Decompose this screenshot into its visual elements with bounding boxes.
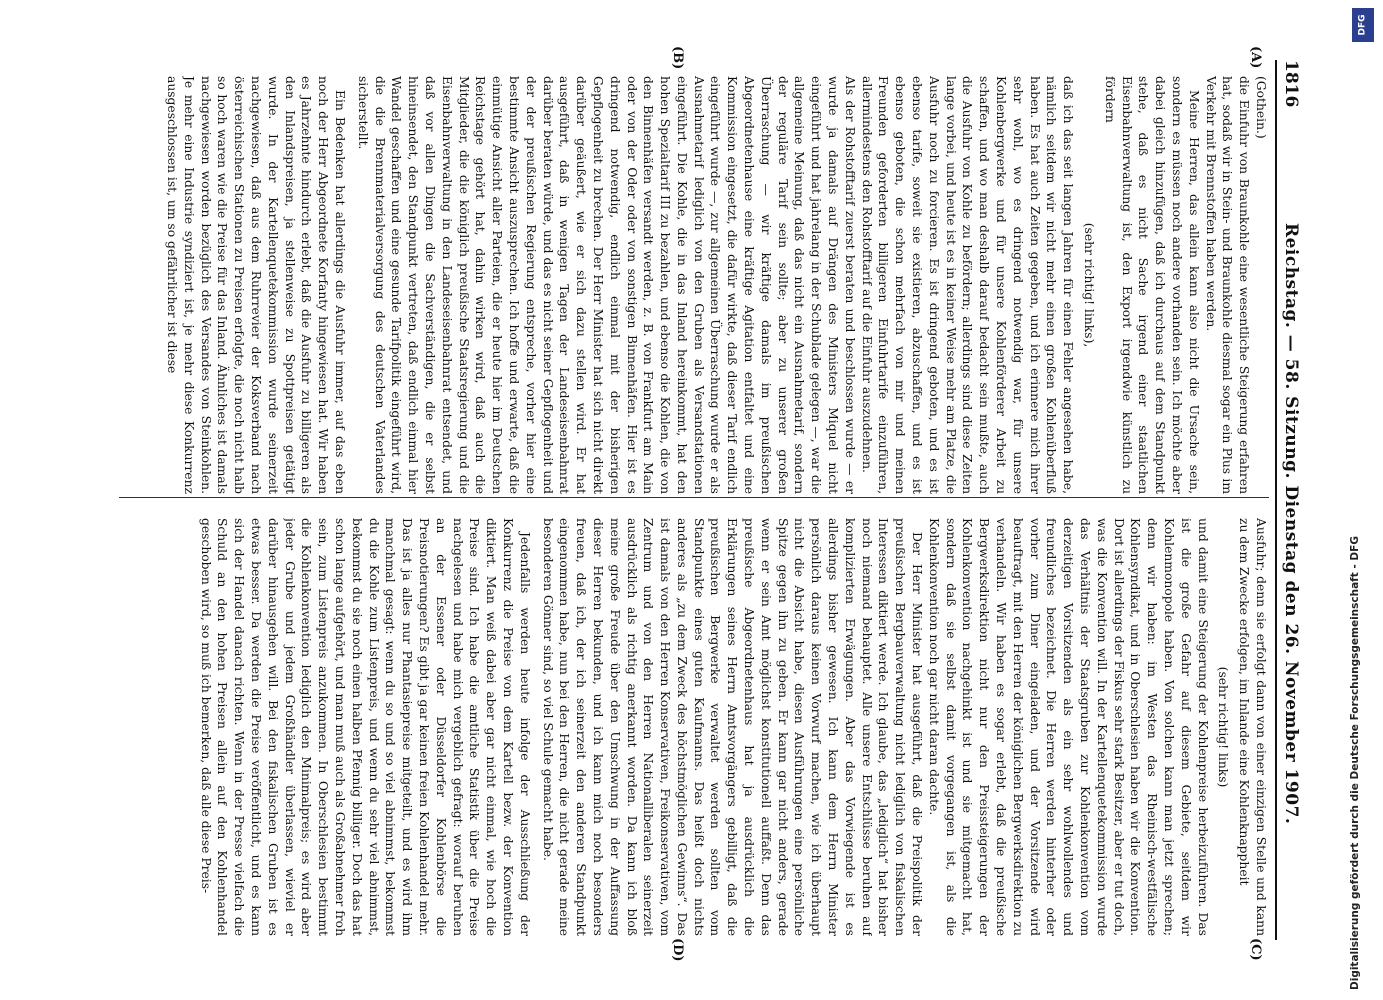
paragraph: (Gothein.) xyxy=(1254,76,1268,139)
paragraph: die Einfuhr von Braunkohle eine wesentliche Steigerung erfahren hat, sodaß wir in Stein- und Braunkohle diesmal sogar ein Plus im Verkehr mit Brennstoffen haben werden. xyxy=(1203,76,1252,494)
paragraph: Ein Bedenken hat allerdings die Ausfuhr immer, auf das eben noch der Herr Abgeordnete Korfanty hingewiesen hat. Wir haben es Jahrzehnte hindurch erlebt, daß die Ausfuhr zu billigeren als den Inlandspreisen, ja stellenweise zu Spottpreisen getätigt wurde. In der Kartellenquetekommission wurde seinerzeit nachgewiesen, daß aus dem Ruhrrevier der Koksverband nach österreichischen Stationen zu Preisen erfolgte, die noch nicht halb so hoch waren wie die Preise für das Inland. Ähnliches ist damals nachgewiesen worden bezüglich des Versandes von Steinkohlen. Je mehr eine Industrie syndiziert ist, je mehr diese Konkurrenz ausgeschlossen ist, um so gefährlicher ist diese xyxy=(165,76,347,494)
paragraph: Ausfuhr; denn sie erfolgt dann von einer einzigen Stelle und kann zu dem Zwecke erfolgen, im Inlande eine Kohlenknappheit xyxy=(1237,518,1268,936)
margin-mark-a: (A) xyxy=(1248,46,1263,69)
margin-mark-c: (C) xyxy=(1248,938,1263,961)
left-text-column xyxy=(119,76,1269,494)
paragraph: (sehr richtig! links), xyxy=(1082,222,1097,348)
page-title: Reichstag. — 58. Sitzung. Dienstag den 26. November 1907. xyxy=(1281,222,1301,825)
paragraph: Als der Rohstofftarif zuerst beraten und beschlossen wurde — er wurde ja damals auf Drängen des Ministers Miquel nicht eingeführt und hat jahrelang in der Schublade gelegen —, war die allgemeine Meinung, daß das nicht ein Ausnahmetarif, sondern der reguläre Tarif sein sollte; aber zu unserer großen Überraschung — wir kräftige damals im preußischen Abgeordnetenhause eine kräftige Agitation entfaltet und eine Kommission eingesetzt, die dafür wirkte, daß dieser Tarif endlich eingeführt wurde —, zur allgemeinen Überraschung wurde er als Ausnahmetarif lediglich von den Gruben als Versandstationen eingeführt. Die Kohle, die in das Inland hereinkommt, hat den hohen Spezialtarif III zu bezahlen, und ebenso die Kohlen, die von den Binnenhäfen versandt werden, z. B. von Frankfurt am Main oder von der Oder oder von sonstigen Binnenhäfen. Hier ist es dringend notwendig, endlich einmal mit der bisherigen Gepflogenheit zu brechen. Der Herr Minister hat sich nicht direkt darüber geäußert, wie er sich dazu stellen wird. Er hat ausgeführt, daß in wenigen Tagen der Landeseisenbahnrat darüber beraten würde, und das es nicht seiner Gepflogenheit und der der preußischen Regierung entspreche, vorher hier eine bestimmte Ansicht auszusprechen. Ich hoffe und erwarte, daß die einmütige Ansicht aller Parteien, die er heute hier im Deutschen Reichstage gehört hat, dahin wirken wird, daß auch die Mitglieder, die die königlich preußische Staatsregierung und die Eisenbahnverwaltung in den Landeseisenbahnrat entsendet, und daß vor allen Dingen die Sachverständigen, die er selbst hineinsendet, den Standpunkt vertreten, daß endlich einmal hier Wandel geschaffen und eine gesunde Tarifpolitik eingeführt wird, die die Brennmaterialversorgung des deutschen Vaterlandes sicherstellt. xyxy=(355,76,857,494)
margin-mark-d: (D) xyxy=(670,938,685,962)
dfg-logo: DFG xyxy=(1352,8,1374,42)
paragraph: (sehr richtig! links) xyxy=(1216,666,1231,788)
column-divider xyxy=(119,497,1269,498)
digitization-note: Digitalisierung gefördert durch die Deutsche Forschungsgemeinschaft - DFG xyxy=(1349,536,1361,990)
page-number: 1816 xyxy=(1281,60,1301,108)
margin-mark-b: (B) xyxy=(670,46,685,70)
paragraph: Jedenfalls werden heute infolge der Ausschließung der Konkurrenz die Preise von dem Kartell bezw. der Konvention diktiert. Man weiß dabei aber gar nicht einmal, wie hoch die Preise sind. Ich habe die amtliche Statistik über die Preise nachgelesen und habe mich vergeblich gefragt: worauf beruhen an der Essener oder Düsseldorfer Kohlenbörse die Preisnotierungen? Es gibt ja gar keinen freien Kohlenhandel mehr. Das ist ja alles nur Phantasiepreise mitgeteilt, und es wird ihm manchmal gesagt: wenn du so und so viel abnimmst, bekommst du die Kohle zum Listenpreis, und wenn du sehr viel abnimmst, bekommst du sie noch einen halben Pfennig billiger. Doch das hat schon lange aufgehört, und man muß auch als Großabnehmer froh sein, zum Listenpreis anzukommen. In Oberschlesien bestimmt die Kohlenkonvention lediglich den Minimalpreis; es wird aber jeder Grube und jedem Großhändler überlassen, wieviel er darüber hinausgehen will. Bei den fiskalischen Gruben ist es etwas besser. Da werden die Preise veröffentlicht, und es kann sich der Handel danach richten. Wenn in der Presse vielfach die Schuld an den hohen Preisen allein auf den Kohlenhandel geschoben wird, so muß ich bemerken, daß alle diese Preis- xyxy=(198,518,532,936)
right-text-column xyxy=(119,518,1269,936)
paragraph: daß ich das seit langen Jahren für einen Fehler angesehen habe, nämlich seitdem wir nicht mehr einen großen Kohlenüberfluß haben. Es hat auch Zeiten gegeben, und ich erinnere mich ihrer sehr wohl, wo es dringend notwendig war, für unsere Kohlenbergwerke und für unsere Kohlenförderer Arbeit zu schaffen, und wo man deshalb darauf bedacht sein mußte, auch die Ausfuhr von Kohle zu befördern; allerdings sind diese Zeiten lange vorbei, und heute ist es in keiner Weise mehr am Platze, die Ausfuhr noch zu forcieren. Es ist dringend geboten, und es ist ebenso tarife, soweit sie existieren, abzuschaffen, und es ist ebenso geboten, die schon mehrfach von mir und meinen Freunden geforderten billigeren Einfuhrtarife einzuführen, allermindestens den Rohstofftarif auf die Einfuhr auszudehnen. xyxy=(859,76,1076,494)
rotated-page xyxy=(55,40,1325,960)
paragraph: Meine Herren, das allein kann also nicht die Ursache sein, sondern es müssen noch andere vorhanden sein. Ich möchte aber dabei gleich hinzufügen, daß ich durchaus auf dem Standpunkt stehe, daß es nicht Sache irgend einer staatlichen Eisenbahnverwaltung ist, den Export irgendwie künstlich zu fördern xyxy=(1102,76,1201,494)
header-rule xyxy=(1275,60,1277,940)
paragraph: Der Herr Minister hat ausgeführt, daß die Preispolitik der preußischen Bergbauverwaltung nicht lediglich von fiskalischen Interessen diktiert werde. Ich glaube, das „lediglich“ hat bisher noch niemand behauptet. Alle unsere Entschlüsse beruhen auf komplizierten Erwägungen. Aber das Vorwiegende ist es allerdings bisher gewesen. Ich kann dem Herrn Minister persönlich daraus keinen Vorwurf machen, wie ich überhaupt nicht die Absicht habe, diesen Ausführungen eine persönliche Spitze gegen ihn zu geben. Er kann gar nicht anders, gerade wenn er sein Amt möglichst konstitutionell auffaßt. Denn das preußische Abgeordnetenhaus hat ja ausdrücklich die Erklärungen seines Herrn Amtsvorgängers gebilligt, daß die preußischen Bergwerke verwaltet werden sollten vom Standpunkte eines guten Kaufmanns. Das heißt doch nichts anderes als „zu dem Zweck des höchstmöglichen Gewinns“. Das ist damals von den Herren Konservativen, Freikonservativen, vom Zentrum und von den Herren Nationalliberalen seinerzeit ausdrücklich als richtig anerkannt worden. Da kann ich bloß meine große Freude über den Umschwung in der Auffassung dieser Herren bekunden, und ich kann mich noch besonders freuen, daß ich, der ich seinerzeit den anderen Standpunkt eingenommen habe, nun bei den Herren, die nicht gerade meine besonderen Gönner sind, so viel Schule gemacht habe. xyxy=(540,518,925,936)
paragraph: und damit eine Steigerung der Kohlenpreise herbeizuführen. Das ist die große Gefahr auf diesem Gebiete, seitdem wir Kohlenmonopole haben. Von solchen kann man jetzt sprechen; denn wir haben: im Westen das Rheinisch-westfälische Kohlensyndikat, und in Oberschlesien haben wir die Konvention. Dort ist allerdings der Fiskus sehr stark Besitzer, aber er tut doch, was die Konvention will. In der Kartellenquetekommission wurde das Verhältnis der Staatsgruben zur Kohlenkonvention vom derzeitigen Vorsitzenden als ein sehr wohlwollendes und freundliches bezeichnet. Die Herren werden hinterher oder vorher zum Diner eingeladen, und der Vorsitzende wird beauftragt, mit den Herren der königlichen Bergwerksdirektion zu verhandeln. Wir haben es sogar erlebt, daß die preußische Bergwerksdirektion nicht nur den Preissteigerungen der Kohlenkonvention nachgehinkt ist und sie mitgemacht hat, sondern daß sie selbst damit vorgegangen ist, als die Kohlenkonvention noch gar nicht daran dachte. xyxy=(926,518,1210,936)
page-header xyxy=(1281,60,1315,940)
